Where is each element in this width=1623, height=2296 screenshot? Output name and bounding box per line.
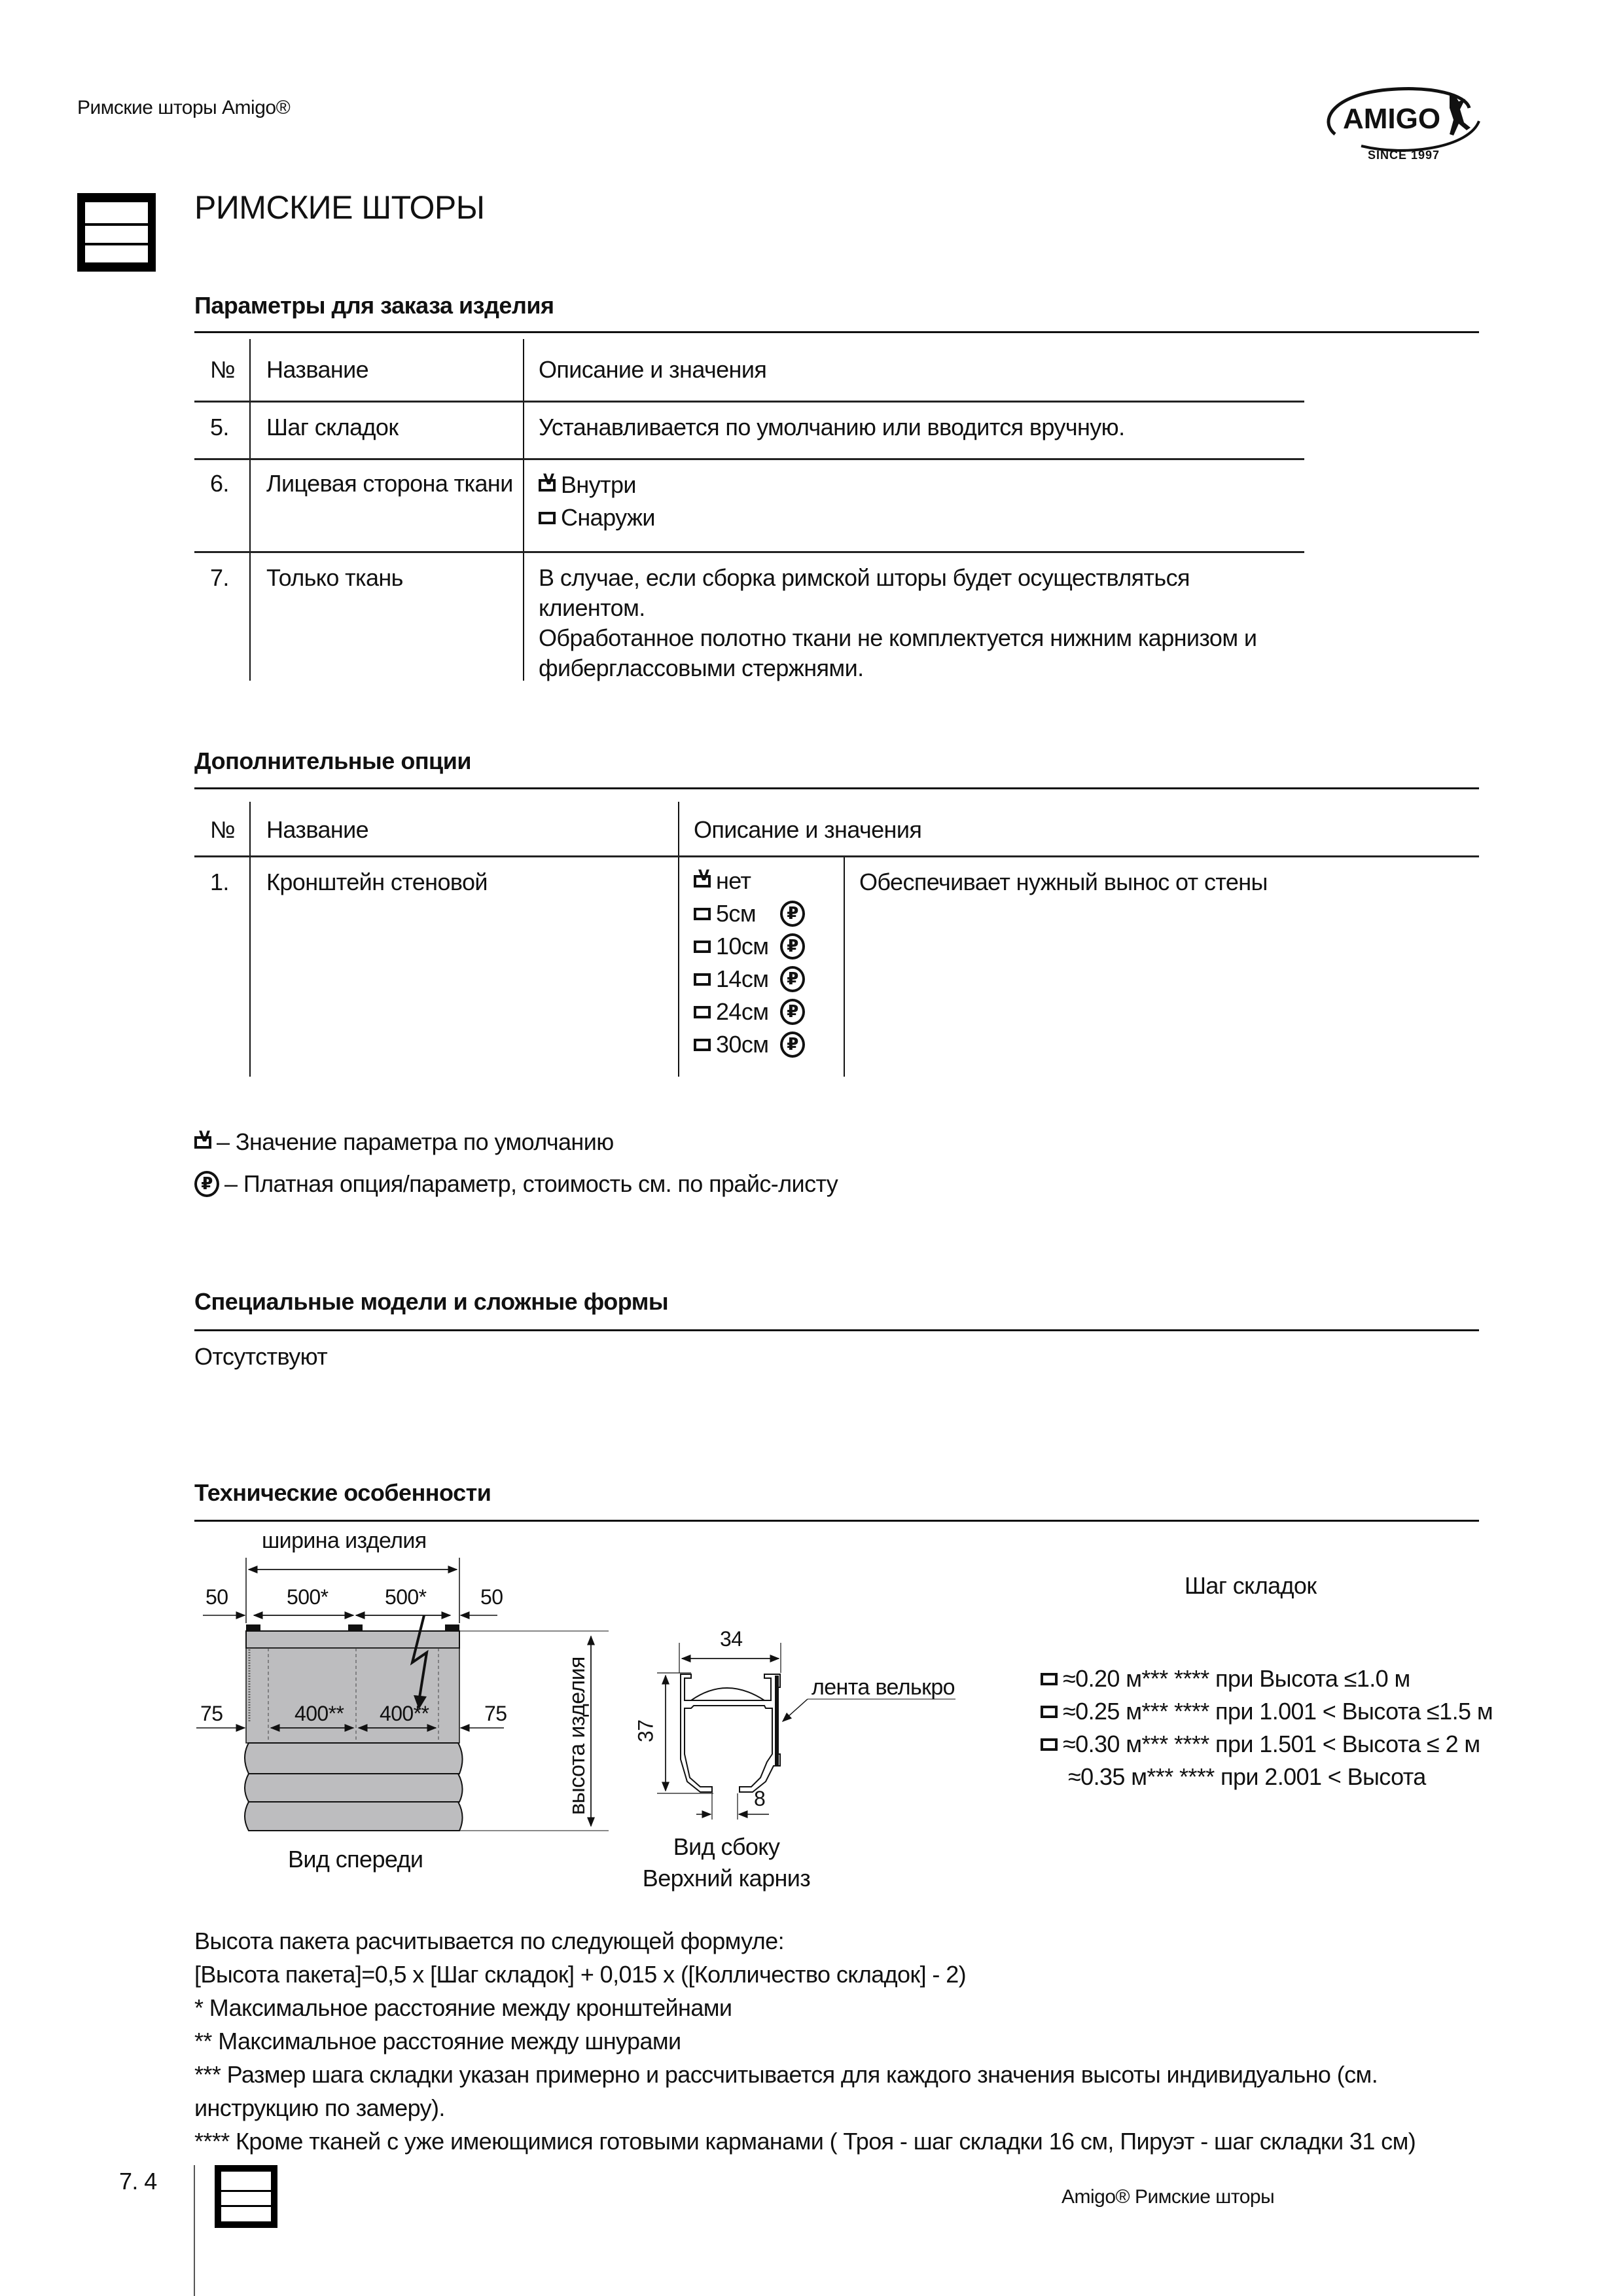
row-num: 1.	[210, 869, 229, 895]
special-models-text: Отсутствуют	[194, 1343, 328, 1370]
footnote: инструкцию по замеру).	[194, 2094, 445, 2121]
running-header: Римские шторы Amigo®	[77, 97, 291, 118]
order-params-table	[194, 331, 1479, 685]
row-name: Шаг складок	[266, 414, 399, 440]
tech-notes	[194, 1924, 1416, 2158]
col-header-num: №	[210, 356, 236, 383]
empty-checkbox-icon	[539, 512, 556, 524]
fold-step-option: ≈0.35 м*** **** при 2.001 < Высота	[1068, 1763, 1426, 1790]
empty-checkbox-icon	[1041, 1738, 1058, 1751]
front-view-caption: Вид спереди	[288, 1846, 423, 1873]
roman-blind-icon	[215, 2165, 277, 2228]
row-desc: В случае, если сборка римской шторы будет осуществляться клиентом. Обработанное полотно ткани не комплектуется нижним карнизом и фиберглассовыми стержнями.	[539, 564, 1257, 681]
dim-label: 75	[200, 1702, 223, 1725]
dim-label: 75	[484, 1702, 507, 1725]
ruble-circle-icon: ₽	[780, 901, 805, 927]
row-note: Обеспечивает нужный вынос от стены	[859, 869, 1268, 895]
width-label: ширина изделия	[262, 1528, 427, 1553]
empty-checkbox-icon	[1041, 1706, 1058, 1718]
empty-checkbox-icon	[694, 941, 711, 953]
dim-height-label: 37	[633, 1719, 658, 1742]
checked-box-icon	[194, 1136, 211, 1149]
fold-step-option[interactable]: ≈0.20 м*** **** при Высота ≤1.0 м	[1041, 1662, 1493, 1695]
option-14cm[interactable]: 14см ₽	[694, 963, 805, 996]
page-title: РИМСКИЕ ШТОРЫ	[194, 189, 485, 226]
ruble-circle-icon: ₽	[194, 1171, 219, 1197]
ruble-circle-icon: ₽	[780, 966, 805, 992]
ruble-circle-icon: ₽	[780, 1031, 805, 1058]
roman-blind-icon	[77, 193, 156, 272]
footer-divider	[194, 2165, 195, 2296]
legend-default: V – Значение параметра по умолчанию	[194, 1127, 614, 1158]
col-header-desc: Описание и значения	[539, 356, 767, 383]
dim-label: 500*	[385, 1585, 427, 1609]
fold-step-list	[1041, 1662, 1493, 1793]
fold-step-option[interactable]: ≈0.30 м*** **** при 1.501 < Высота ≤ 2 м	[1041, 1728, 1493, 1761]
col-header-desc: Описание и значения	[694, 816, 922, 843]
row-name: Только ткань	[266, 564, 403, 591]
legend-paid: ₽ – Платная опция/параметр, стоимость см. по прайс-листу	[194, 1169, 838, 1200]
special-models-heading: Специальные модели и сложные формы	[194, 1288, 669, 1315]
option-5cm[interactable]: 5см ₽	[694, 897, 805, 930]
footnote: * Максимальное расстояние между кронштейнами	[194, 1994, 732, 2021]
option-24cm[interactable]: 24см ₽	[694, 996, 805, 1028]
dim-label: 400**	[380, 1702, 429, 1725]
empty-checkbox-icon	[1041, 1673, 1058, 1685]
fold-step-title: Шаг складок	[1185, 1572, 1317, 1599]
tech-heading: Технические особенности	[194, 1479, 491, 1506]
side-view-diagram	[628, 1610, 995, 1911]
row-num: 5.	[210, 414, 229, 440]
footer-title: Amigo® Римские шторы	[1061, 2186, 1275, 2208]
amigo-logo	[1315, 75, 1492, 167]
dim-label: 50	[205, 1585, 228, 1609]
footnote: ** Максимальное расстояние между шнурами	[194, 2028, 681, 2054]
checked-box-icon	[539, 479, 556, 492]
dim-label: 400**	[294, 1702, 344, 1725]
empty-checkbox-icon	[694, 908, 711, 920]
row-name: Лицевая сторона ткани	[266, 470, 513, 497]
dim-slot-label: 8	[754, 1787, 766, 1810]
bracket-options	[694, 865, 805, 1061]
velcro-label: лента велькро	[812, 1675, 955, 1700]
extra-options-table	[194, 787, 1479, 1082]
page-number: 7. 4	[119, 2168, 157, 2195]
ruble-circle-icon: ₽	[780, 933, 805, 960]
dim-label: 50	[480, 1585, 503, 1609]
section-rule	[194, 1520, 1479, 1522]
front-view-diagram	[190, 1528, 622, 1898]
checked-box-icon	[694, 875, 711, 888]
col-header-num: №	[210, 816, 236, 843]
empty-checkbox-icon	[694, 1039, 711, 1051]
option-30cm[interactable]: 30см ₽	[694, 1028, 805, 1061]
option-10cm[interactable]: 10см ₽	[694, 930, 805, 963]
order-params-heading: Параметры для заказа изделия	[194, 292, 554, 319]
formula-intro: Высота пакета расчитывается по следующей формуле:	[194, 1928, 785, 1954]
dim-label: 500*	[287, 1585, 329, 1609]
option-inside[interactable]: V Внутри	[539, 469, 655, 501]
footnote: **** Кроме тканей с уже имеющимися готовыми карманами ( Троя - шаг складки 16 см, Пируэт - шаг складки 31 см)	[194, 2128, 1416, 2155]
option-outside[interactable]: Снаружи	[539, 501, 655, 534]
section-rule	[194, 1329, 1479, 1331]
logo-brand: AMIGO	[1343, 103, 1441, 135]
option-none[interactable]: V нет	[694, 865, 805, 897]
row-name: Кронштейн стеновой	[266, 869, 488, 895]
row-num: 6.	[210, 470, 229, 497]
cornice-profile-icon	[628, 1610, 995, 1833]
footnote: *** Размер шага складки указан примерно и рассчитывается для каждого значения высоты индивидуально (см.	[194, 2061, 1378, 2088]
empty-checkbox-icon	[694, 973, 711, 986]
row-num: 7.	[210, 564, 229, 591]
extra-options-heading: Дополнительные опции	[194, 747, 471, 774]
fold-step-option[interactable]: ≈0.25 м*** **** при 1.001 < Высота ≤1.5 м	[1041, 1695, 1493, 1728]
row-desc: Устанавливается по умолчанию или вводится вручную.	[539, 414, 1125, 440]
fabric-side-options	[539, 469, 655, 534]
empty-checkbox-icon	[694, 1006, 711, 1018]
dim-width-label: 34	[720, 1627, 743, 1651]
col-header-name: Название	[266, 356, 369, 383]
formula: [Высота пакета]=0,5 х [Шаг складок] + 0,015 х ([Колличество складок] - 2)	[194, 1961, 967, 1988]
ruble-circle-icon: ₽	[780, 999, 805, 1025]
height-label: высота изделия	[564, 1657, 590, 1816]
side-view-caption: Вид сбоку Верхний карниз	[642, 1833, 811, 1892]
col-header-name: Название	[266, 816, 369, 843]
logo-tagline: SINCE 1997	[1368, 149, 1440, 162]
